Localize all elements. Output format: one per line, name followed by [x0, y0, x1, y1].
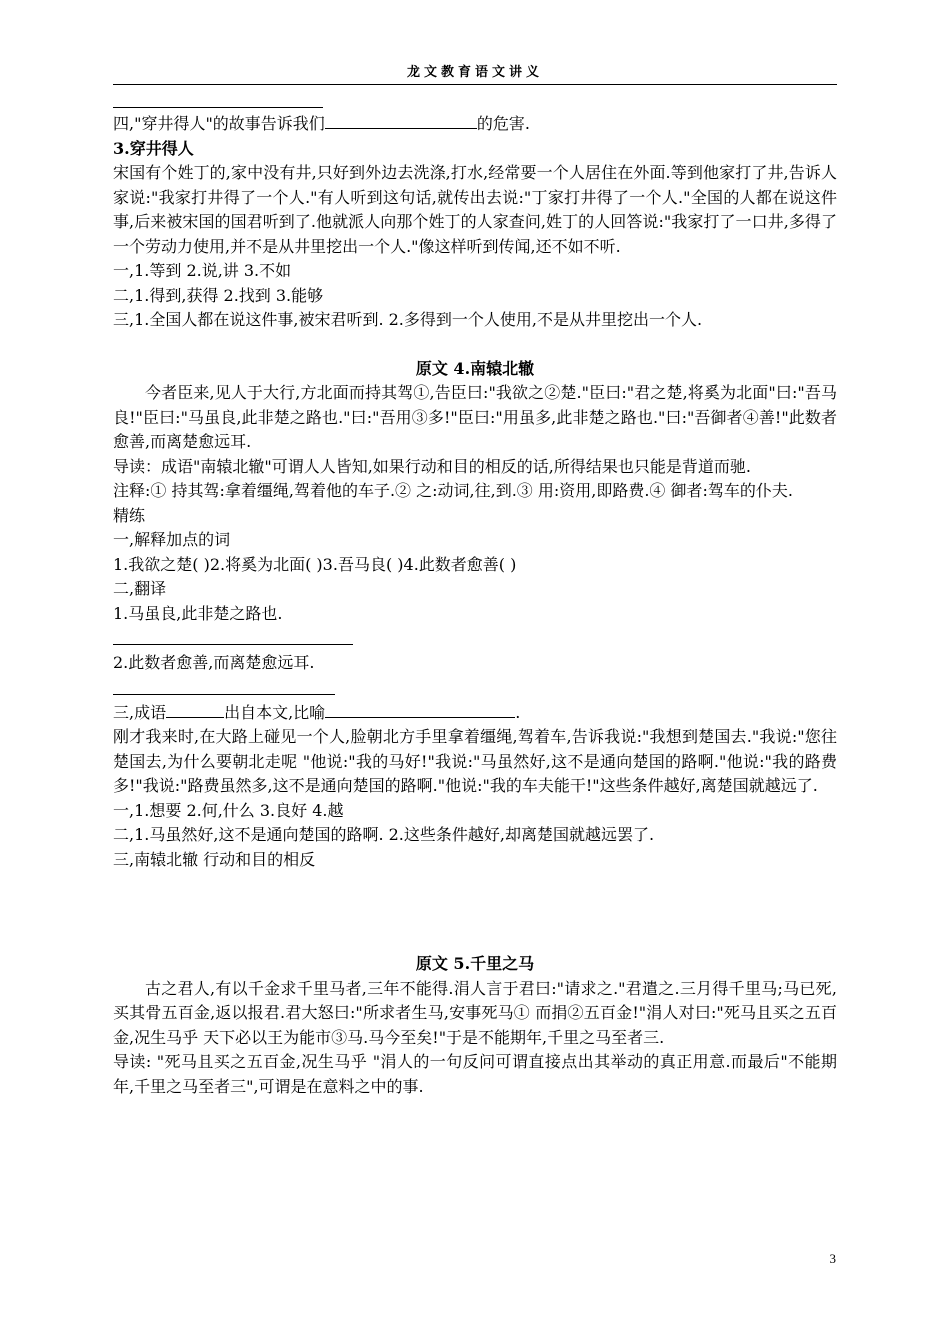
page-number: 3 — [829, 1251, 836, 1266]
notes-4: 注释:① 持其驾:拿着缰绳,驾着他的车子.② 之:动词,往,到.③ 用:资用,即路费.④ 御者:驾车的仆夫. — [113, 481, 793, 500]
original-text-5: 古之君人,有以千金求千里马者,三年不能得.涓人言于君曰:"请求之."君遣之.三月得千里马;马已死,买其骨五百金,返以报君.君大怒曰:"所求者生马,安事死马① 而捐②五百金!"涓人对曰:"死马且买之五百金,况生马乎 天下必以王为能市③马.马今至矣!"于是不能期年,千里之马至者三. — [113, 978, 837, 1047]
guide-4: 导读：成语"南辕北辙"可谓人人皆知,如果行动和目的相反的话,所得结果也只能是背道而驰. — [113, 456, 751, 476]
answer-blank-line — [113, 676, 335, 695]
question-4-2: 二,翻译 — [113, 579, 167, 598]
answer-4-1: 一,1.想要 2.何,什么 3.良好 4.越 — [113, 800, 344, 820]
section-title-4: 原文 4.南辕北辙 — [415, 358, 535, 378]
question-4-1-items: 1.我欲之楚( )2.将奚为北面( )3.吾马良( )4.此数者愈善( ) — [113, 554, 517, 574]
section-title-3: 3.穿井得人 — [113, 138, 194, 158]
fill-blank — [325, 112, 477, 129]
practice-label: 精练 — [113, 505, 146, 525]
answer-4-2: 二,1.马虽然好,这不是通向楚国的路啊. 2.这些条件越好,却离楚国就越远罢了. — [113, 825, 655, 844]
question-four: 四,"穿井得人"的故事告诉我们 的危害. — [113, 114, 530, 133]
translation-3: 宋国有个姓丁的,家中没有井,只好到外边去洗涤,打水,经常要一个人居住在外面.等到他家打了井,告诉人家说:"我家打井得了一个人."有人听到这句话,就传出去说:"丁家打井得了一个人."全国的人都在说这件事,后来被宋国的国君听到了.他就派人向那个姓丁的人家查问,姓丁的人回答说:"我家打了一口井,多得了一个劳动力使用,并不是从井里挖出一个人."像这样听到传闻,还不如不听. — [113, 163, 837, 256]
answer-blank-line — [113, 626, 353, 645]
fill-blank — [166, 701, 224, 718]
fill-blank — [325, 701, 515, 718]
translation-4: 刚才我来时,在大路上碰见一个人,脸朝北方手里拿着缰绳,驾着车,告诉我说:"我想到楚国去."我说:"您往楚国去,为什么要朝北走呢 "他说:"我的马好!"我说:"马虽然好,这不是通向楚国的路啊."他说:"我的路费多!"我说:"路费虽然多,这不是通向楚国的路啊."他说:"我的车夫能干!"这些条件越好,离楚国就越远了. — [113, 727, 837, 795]
header-rule — [113, 84, 837, 85]
page-header: 龙文教育语文讲义 — [406, 65, 543, 80]
question-4-1: 一,解释加点的词 — [113, 530, 231, 549]
answer-3-1: 一,1.等到 2.说,讲 3.不如 — [113, 261, 292, 280]
original-text-4: 今者臣来,见人于大行,方北面而持其驾①,告臣曰:"我欲之②楚."臣曰:"君之楚,将奚为北面"曰:"吾马良!"臣曰:"马虽良,此非楚之路也."曰:"吾用③多!"臣曰:"用虽多,此非楚之路也."曰:"吾御者④善!"此数者愈善,而离楚愈远耳. — [113, 383, 837, 451]
answer-4-3: 三,南辕北辙 行动和目的相反 — [113, 849, 316, 869]
answer-3-3: 三,1.全国人都在说这件事,被宋君听到. 2.多得到一个人使用,不是从井里挖出一个人. — [113, 310, 703, 329]
answer-3-2: 二,1.得到,获得 2.找到 3.能够 — [113, 285, 324, 305]
section-title-5: 原文 5.千里之马 — [415, 954, 535, 973]
document-page — [113, 62, 837, 1099]
question-4-3: 三,成语 出自本文,比喻 . — [113, 702, 521, 722]
question-4-2-1: 1.马虽良,此非楚之路也. — [113, 603, 283, 623]
guide-5: 导读: "死马且买之五百金,况生马乎 "涓人的一句反问可谓直接点出其举动的真正用意.而最后"不能期年,千里之马至者三",可谓是在意料之中的事. — [113, 1052, 837, 1096]
answer-blank-line — [113, 91, 323, 108]
question-4-2-2: 2.此数者愈善,而离楚愈远耳. — [113, 653, 315, 672]
